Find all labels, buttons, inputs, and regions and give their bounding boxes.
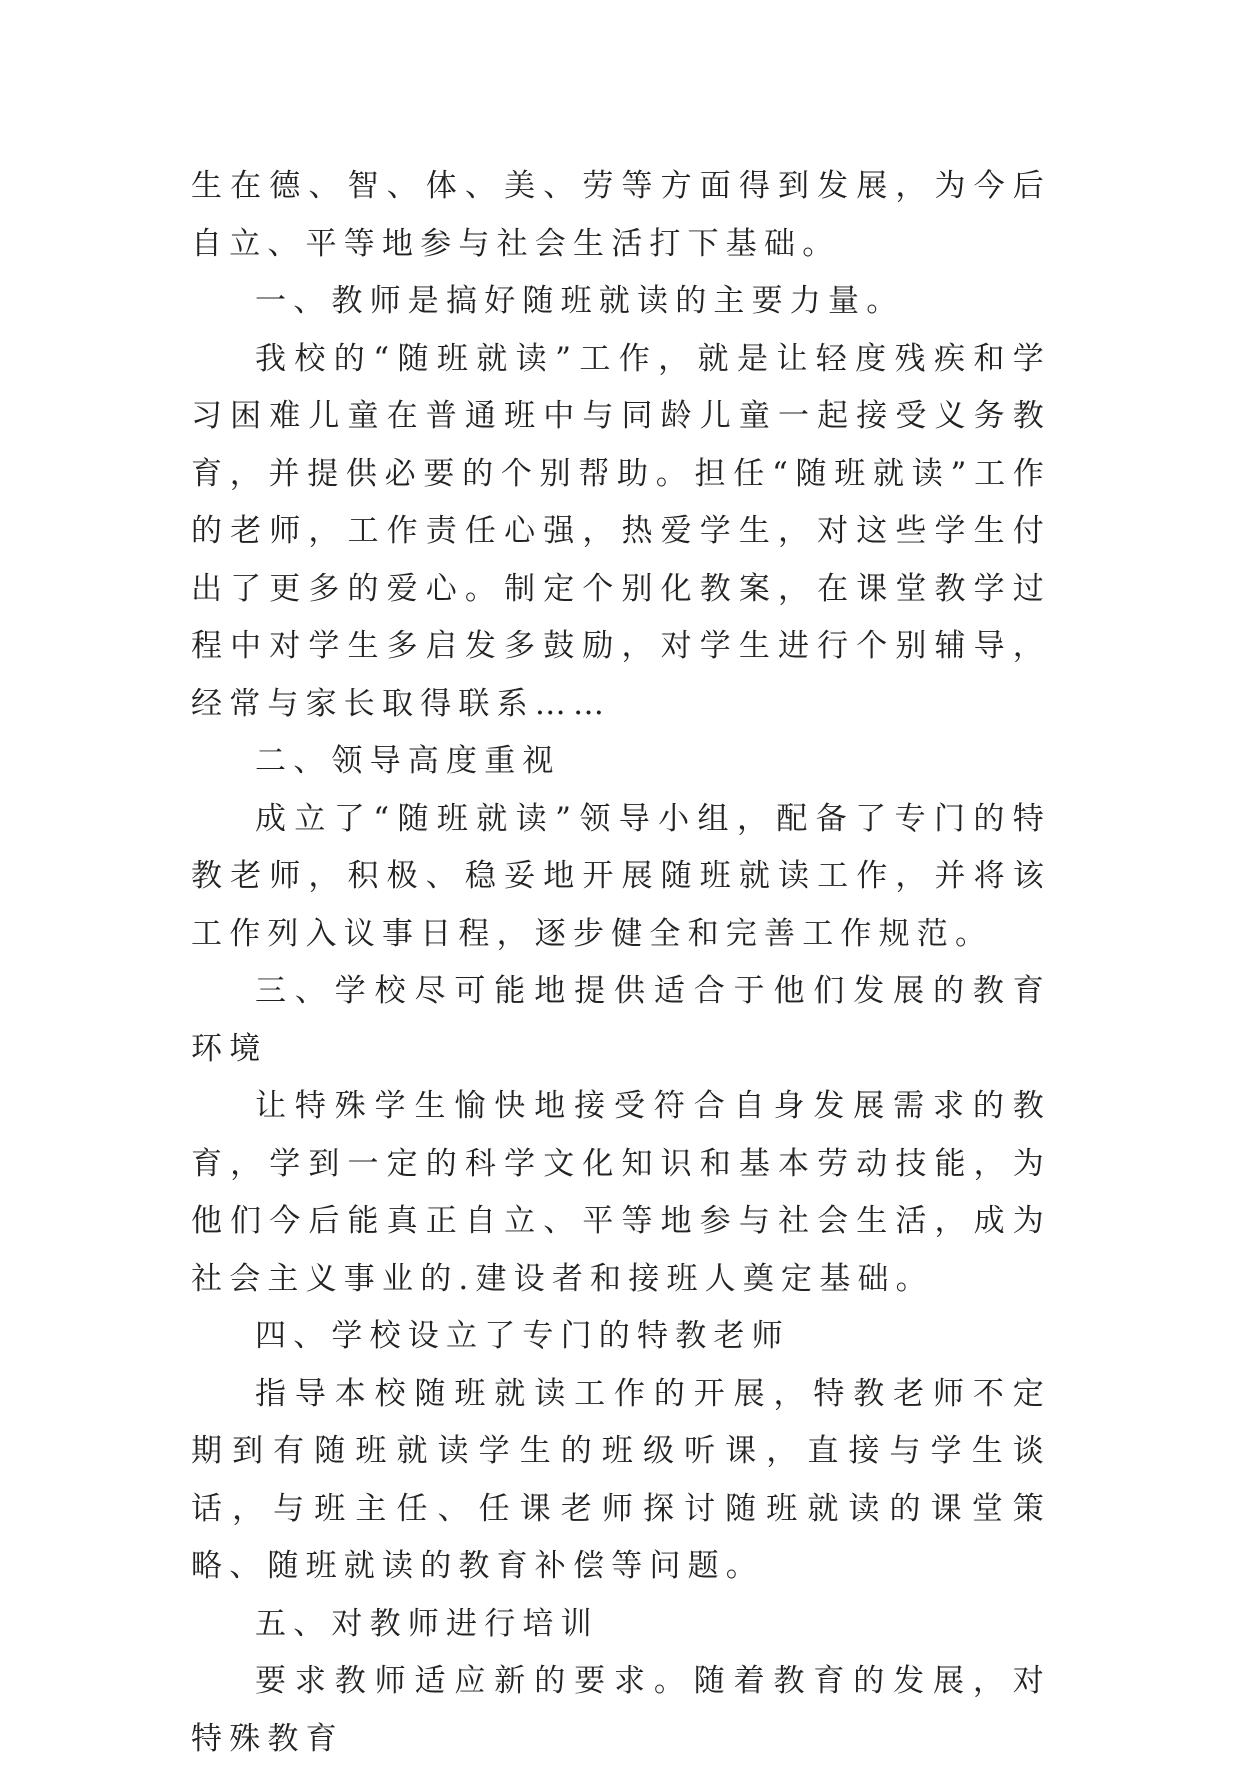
document-body bbox=[191, 158, 1051, 1768]
section-heading-2: 二、领导高度重视 bbox=[255, 743, 561, 779]
section-heading-4: 四、学校设立了专门的特教老师 bbox=[255, 1318, 790, 1354]
section-heading-3: 三、学校尽可能地提供适合于他们发展的教育环境 bbox=[191, 973, 1051, 1067]
section-heading-5: 五、对教师进行培训 bbox=[255, 1605, 599, 1642]
paragraph: 指导本校随班就读工作的开展，特教老师不定期到有随班就读学生的班级听课，直接与学生谈话，与班主任、任课老师探讨随班就读的课堂策略、随班就读的教育补偿等问题。 bbox=[191, 1375, 1051, 1584]
section-heading-1: 一、教师是搞好随班就读的主要力量。 bbox=[255, 283, 905, 319]
paragraph: 让特殊学生愉快地接受符合自身发展需求的教育，学到一定的科学文化知识和基本劳动技能，为他们今后能真正自立、平等地参与社会生活，成为社会主义事业的.建设者和接班人奠定基础。 bbox=[191, 1088, 1051, 1297]
paragraph: 要求教师适应新的要求。随着教育的发展，对特殊教育 bbox=[191, 1663, 1051, 1757]
paragraph: 生在德、智、体、美、劳等方面得到发展，为今后自立、平等地参与社会生活打下基础。 bbox=[191, 168, 1051, 262]
paragraph: 我校的“随班就读”工作，就是让轻度残疾和学习困难儿童在普通班中与同龄儿童一起接受义务教育，并提供必要的个别帮助。担任“随班就读”工作的老师，工作责任心强，热爱学生，对这些学生付出了更多的爱心。制定个别化教案，在课堂教学过程中对学生多启发多鼓励，对学生进行个别辅导，经常与家长取得联系…… bbox=[191, 340, 1051, 722]
paragraph: 成立了“随班就读”领导小组，配备了专门的特教老师，积极、稳妥地开展随班就读工作，并将该工作列入议事日程，逐步健全和完善工作规范。 bbox=[191, 800, 1051, 952]
